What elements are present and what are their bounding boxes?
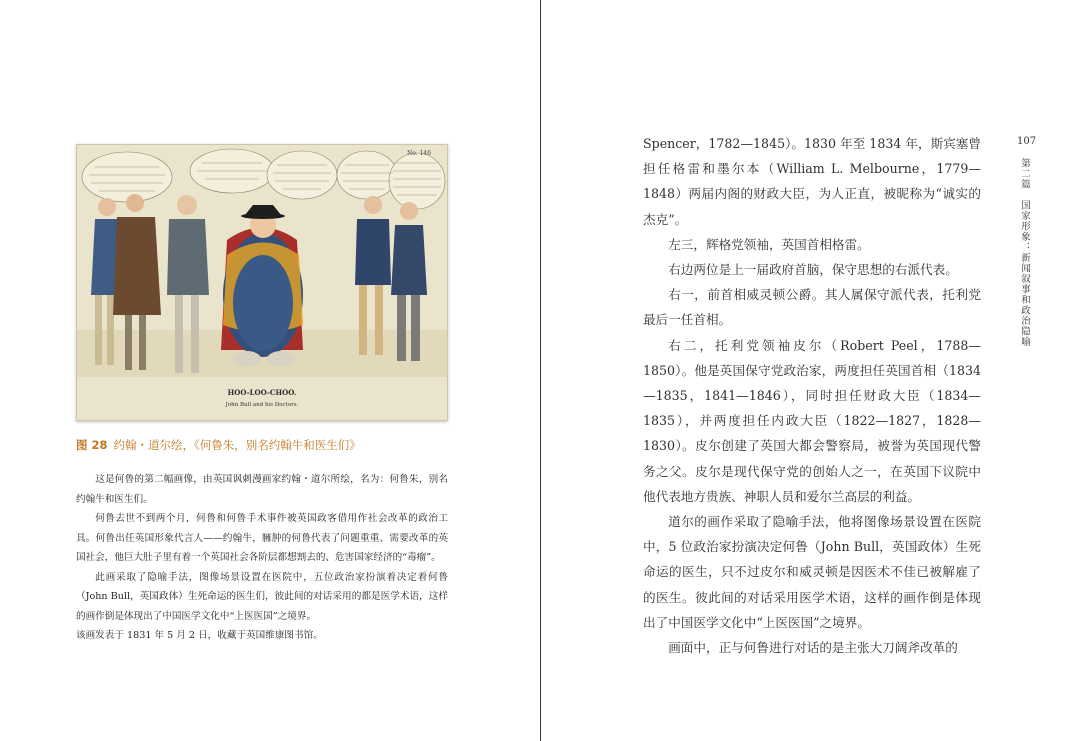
body-paragraph: 画面中，正与何鲁进行对话的是主张大刀阔斧改革的 (668, 640, 958, 656)
body-paragraph: Spencer，1782—1845）。1830 年至 1834 年，斯宾塞曾担任格雷和墨尔本（William L. Melbourne，1779—1848）两届内阁的财政大臣，为人正直，被昵称为“诚实的杰克”。 (643, 136, 981, 227)
figure-number: 图 28 (76, 438, 108, 452)
plate-title: HOO-LOO-CHOO. (227, 388, 297, 397)
figure-caption (76, 437, 361, 453)
body-paragraph: 右二，托利党领袖皮尔（Robert Peel，1788—1850）。他是英国保守党政治家，两度担任英国首相（1834—1835，1841—1846），同时担任财政大臣（1834—1835），并两度担任内政大臣（1822—1827，1828—1830）。皮尔创建了英国大都会警察局，被誉为英国现代警务之父。皮尔是现代保守党的创始人之一，在英国下议院中他代表地方贵族、神职人员和爱尔兰高层的利益。 (643, 337, 981, 504)
figure-description (76, 470, 448, 626)
page-number: 107 (1017, 136, 1037, 147)
body-text (643, 131, 981, 660)
running-head: 第二篇 国家形象：新闻叙事和政治隐喻 (1019, 158, 1030, 347)
body-paragraph: 右边两位是上一届政府首脑，保守思想的右派代表。 (668, 262, 958, 278)
figure-caption-text: 约翰・道尔绘，《何鲁朱，别名约翰牛和医生们》 (113, 438, 361, 452)
plate-subtitle: John Bull and his Doctors. (225, 402, 299, 408)
description-paragraph: 此画采取了隐喻手法，图像场景设置在医院中，五位政治家扮演着决定着何鲁（John Bull，英国政体）生死命运的医生们，彼此间的对话采用的都是医学术语，这样的画作倒是体现出了中国医学文化中“上医医国”之境界。 (76, 571, 448, 622)
right-page (541, 0, 1080, 741)
body-paragraph: 道尔的画作采取了隐喻手法，他将图像场景设置在医院中，5 位政治家扮演决定何鲁（John Bull，英国政体）生死命运的医生，只不过皮尔和威灵顿是因医术不佳已被解雇了的医生。彼此间的对话采用医学术语，这样的画作倒是体现出了中国医学文化中“上医医国”之境界。 (643, 514, 981, 630)
caricature-illustration (77, 145, 447, 420)
caricature-figure (76, 144, 448, 421)
body-paragraph: 左三，辉格党领袖，英国首相格雷。 (668, 236, 870, 252)
publication-note: 该画发表于 1831 年 5 月 2 日，收藏于英国维康图书馆。 (76, 630, 323, 641)
description-paragraph: 这是何鲁的第二幅画像，由英国讽刺漫画家约翰・道尔所绘，名为：何鲁朱，别名约翰牛和医生们。 (76, 474, 448, 505)
body-paragraph: 右一，前首相威灵顿公爵。其人属保守派代表，托利党最后一任首相。 (643, 287, 981, 328)
plate-number: No. 146 (407, 150, 432, 157)
description-paragraph: 何鲁去世不到两个月，何鲁和何鲁手术事件被英国政客借用作社会改革的政治工具。何鲁出任英国形象代言人——约翰牛，臃肿的何鲁代表了问题重重、需要改革的英国社会，他巨大肚子里有着一个英国社会各阶层都想割去的、危害国家经济的“毒瘤”。 (76, 513, 448, 563)
